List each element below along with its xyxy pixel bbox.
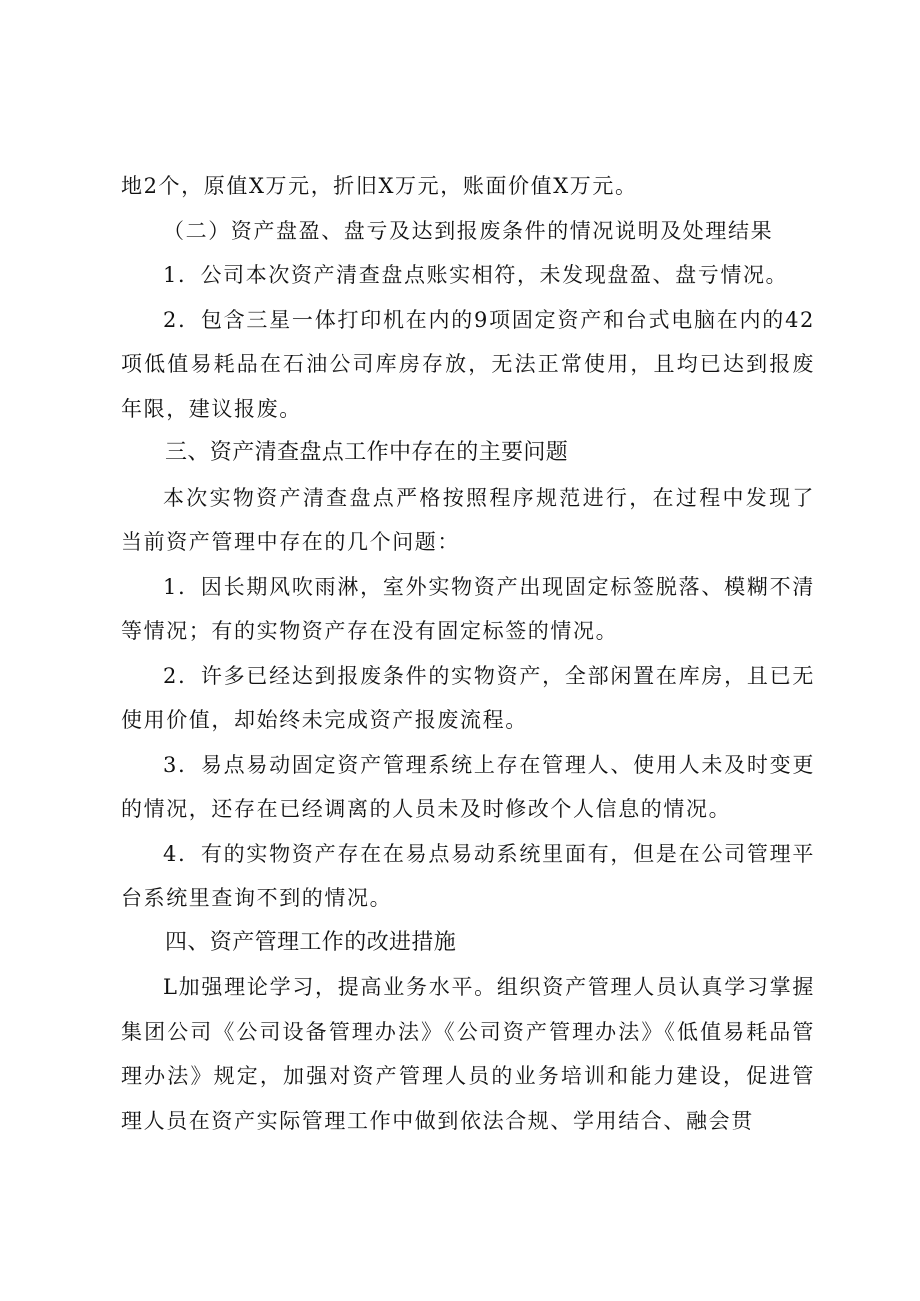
paragraph-item-2: 2．包含三星一体打印机在内的9项固定资产和台式电脑在内的42项低值易耗品在石油公司库房存放，无法正常使用，且均已达到报废年限，建议报废。 (121, 307, 815, 421)
paragraph-item-1: 1．公司本次资产清查盘点账实相符，未发现盘盈、盘亏情况。 (163, 263, 789, 287)
section-heading-3: 三、资产清查盘点工作中存在的主要问题 (165, 440, 569, 465)
measure-item-1: L加强理论学习，提高业务水平。组织资产管理人员认真学习掌握集团公司《公司设备管理办法》《公司资产管理办法》《低值易耗品管理办法》规定，加强对资产管理人员的业务培训和能力建设，促进管理人员在资产实际管理工作中做到依法合规、学用结合、融会贯 (121, 975, 815, 1133)
problem-item-1: 1．因长期风吹雨淋，室外实物资产出现固定标签脱落、模糊不清等情况；有的实物资产存在没有固定标签的情况。 (121, 574, 815, 643)
document-body (121, 164, 815, 1143)
problem-item-4: 4．有的实物资产存在在易点易动系统里面有，但是在公司管理平台系统里查询不到的情况。 (121, 841, 815, 910)
paragraph-intro: 本次实物资产清查盘点严格按照程序规范进行，在过程中发现了当前资产管理中存在的几个问题： (121, 485, 815, 554)
section-heading-4: 四、资产管理工作的改进措施 (165, 929, 457, 955)
section-subheading-2: （二）资产盘盈、盘亏及达到报废条件的情况说明及处理结果 (163, 218, 774, 243)
problem-item-2: 2．许多已经达到报废条件的实物资产，全部闲置在库房，且已无使用价值，却始终未完成资产报废流程。 (121, 663, 815, 732)
problem-item-3: 3．易点易动固定资产管理系统上存在管理人、使用人未及时变更的情况，还存在已经调离的人员未及时修改个人信息的情况。 (121, 752, 815, 821)
continued-paragraph: 地2个，原值X万元，折旧X万元，账面价值X万元。 (121, 174, 638, 198)
